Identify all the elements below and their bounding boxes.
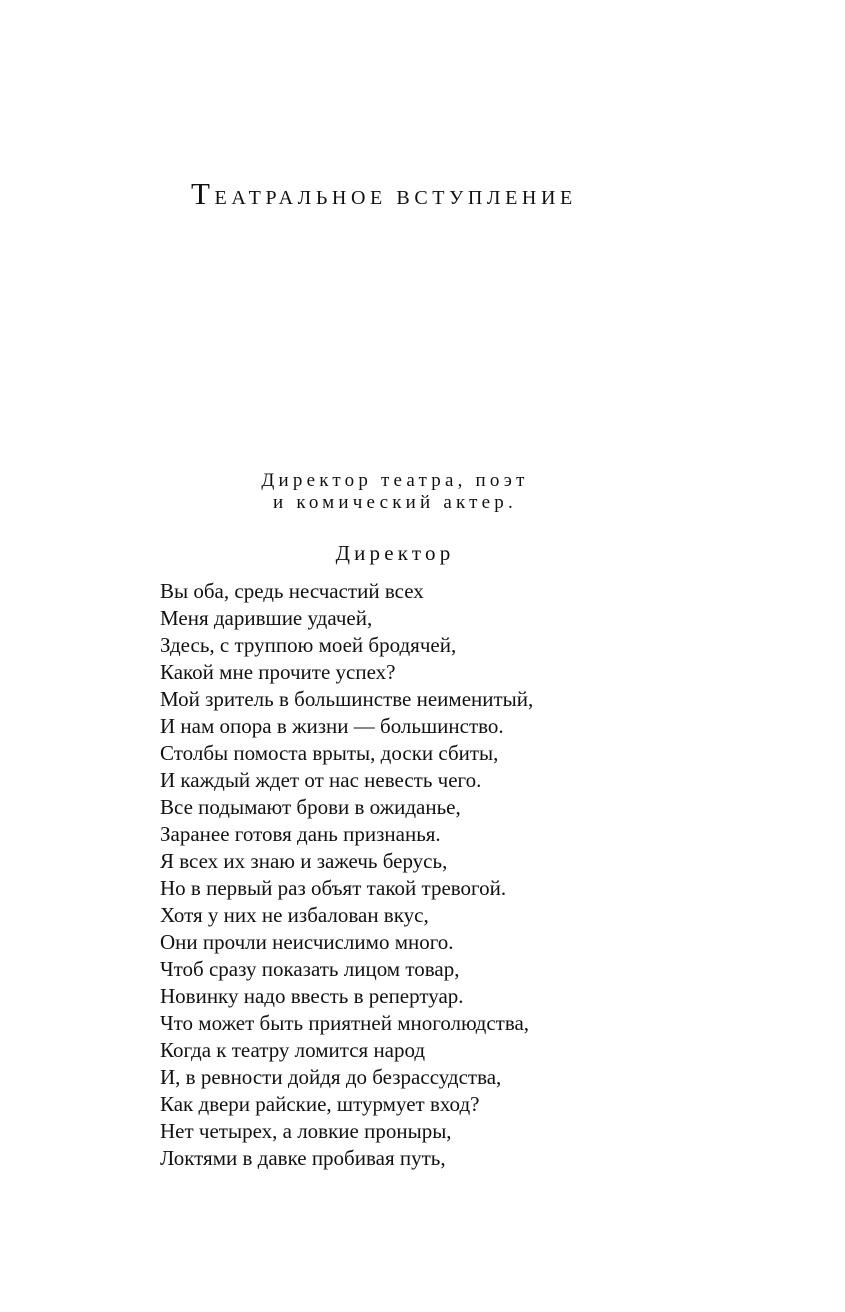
verse-line: Когда к театру ломится народ xyxy=(160,1038,426,1062)
verse-line: Какой мне прочите успех? xyxy=(160,660,396,684)
verse-block xyxy=(160,578,533,1172)
speaker-name: Директор xyxy=(335,541,455,565)
verse-line: Нет четырех, а ловкие проныры, xyxy=(160,1119,452,1143)
verse-line: Как двери райские, штурмует вход? xyxy=(160,1092,480,1116)
verse-line: Они прочли неисчислимо много. xyxy=(160,930,454,954)
verse-line: Но в первый раз объят такой тревогой. xyxy=(160,876,507,900)
verse-line: Меня дарившие удачей, xyxy=(160,606,373,630)
verse-line: Что может быть приятней многолюдства, xyxy=(160,1011,530,1035)
verse-line: Здесь, с труппою моей бродячей, xyxy=(160,633,457,657)
verse-line: Все подымают брови в ожиданье, xyxy=(160,795,461,819)
verse-line: Я всех их знаю и зажечь берусь, xyxy=(160,849,448,873)
cast-list-line-2: и комический актер. xyxy=(273,492,517,513)
chapter-title: ТЕАТРАЛЬНОЕ ВСТУПЛЕНИЕ xyxy=(191,176,577,211)
verse-line: Столбы помоста врыты, доски сбиты, xyxy=(160,741,499,765)
verse-line: Хотя у них не избалован вкус, xyxy=(160,903,429,927)
verse-line: Новинку надо ввесть в репертуар. xyxy=(160,984,464,1008)
cast-list-line-1: Директор театра, поэт xyxy=(261,470,529,491)
verse-line: Мой зритель в большинстве неименитый, xyxy=(160,687,534,711)
verse-line: Вы оба, средь несчастий всех xyxy=(160,579,424,603)
verse-line: Локтями в давке пробивая путь, xyxy=(160,1146,446,1170)
verse-line: И, в ревности дойдя до безрассудства, xyxy=(160,1065,502,1089)
verse-line: Чтоб сразу показать лицом товар, xyxy=(160,957,460,981)
verse-line: Заранее готовя дань признанья. xyxy=(160,822,441,846)
verse-line: И нам опора в жизни — большинство. xyxy=(160,714,504,738)
verse-line: И каждый ждет от нас невесть чего. xyxy=(160,768,482,792)
